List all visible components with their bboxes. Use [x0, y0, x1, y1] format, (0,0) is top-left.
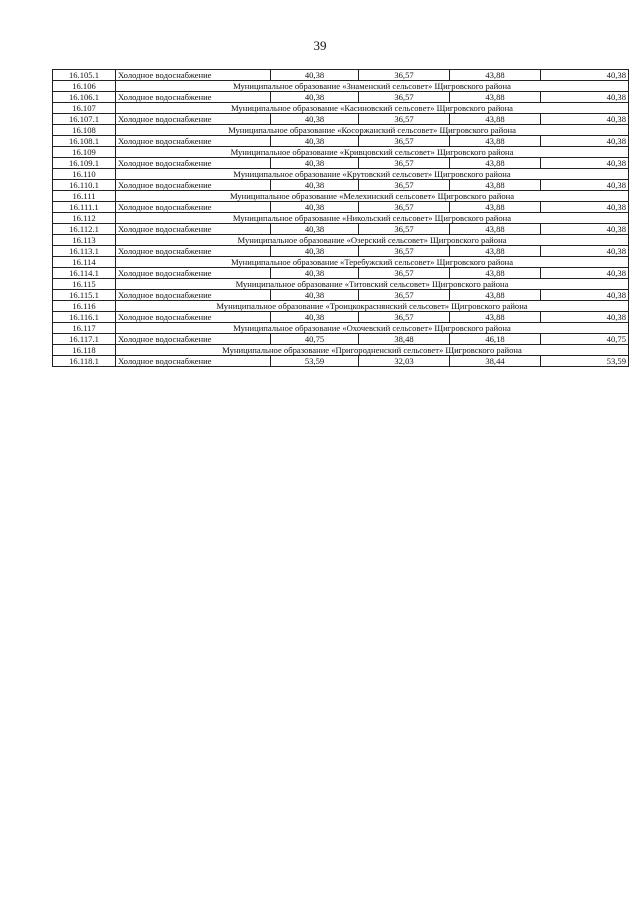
tariff-value-2: 36,57 [359, 246, 450, 257]
municipality-title: Муниципальное образование «Охочевский сельсовет» Щигровского района [116, 323, 629, 334]
service-name: Холодное водоснабжение [116, 92, 271, 103]
tariff-value-2: 36,57 [359, 136, 450, 147]
row-code: 16.117 [53, 323, 116, 334]
row-code: 16.113 [53, 235, 116, 246]
tariff-row [53, 92, 629, 103]
row-code: 16.111 [53, 191, 116, 202]
municipality-row [53, 103, 629, 114]
row-code: 16.108.1 [53, 136, 116, 147]
tariff-value-2: 36,57 [359, 158, 450, 169]
service-name: Холодное водоснабжение [116, 312, 271, 323]
service-name: Холодное водоснабжение [116, 202, 271, 213]
row-code: 16.107.1 [53, 114, 116, 125]
tariff-value-2: 36,57 [359, 312, 450, 323]
service-name: Холодное водоснабжение [116, 180, 271, 191]
tariff-value-2: 36,57 [359, 92, 450, 103]
service-name: Холодное водоснабжение [116, 268, 271, 279]
municipality-row [53, 279, 629, 290]
tariff-value-1: 40,38 [271, 114, 359, 125]
tariff-value-3: 43,88 [450, 136, 541, 147]
tariff-value-4: 40,38 [541, 180, 629, 191]
municipality-title: Муниципальное образование «Знаменский сельсовет» Щигровского района [116, 81, 629, 92]
row-code: 16.112 [53, 213, 116, 224]
tariff-row [53, 312, 629, 323]
tariff-value-4: 53,59 [541, 356, 629, 367]
municipality-title: Муниципальное образование «Кривцовский сельсовет» Щигровского района [116, 147, 629, 158]
tariff-value-4: 40,38 [541, 202, 629, 213]
service-name: Холодное водоснабжение [116, 136, 271, 147]
municipality-title: Муниципальное образование «Мелехинский сельсовет» Щигровского района [116, 191, 629, 202]
tariff-value-2: 36,57 [359, 70, 450, 81]
row-code: 16.115.1 [53, 290, 116, 301]
row-code: 16.105.1 [53, 70, 116, 81]
municipality-row [53, 257, 629, 268]
municipality-row [53, 235, 629, 246]
tariff-value-4: 40,38 [541, 92, 629, 103]
service-name: Холодное водоснабжение [116, 246, 271, 257]
service-name: Холодное водоснабжение [116, 290, 271, 301]
municipality-title: Муниципальное образование «Косоржанский сельсовет» Щигровского района [116, 125, 629, 136]
tariff-value-4: 40,38 [541, 246, 629, 257]
row-code: 16.107 [53, 103, 116, 114]
municipality-title: Муниципальное образование «Озерский сельсовет» Щигровского района [116, 235, 629, 246]
tariff-row [53, 290, 629, 301]
tariff-value-2: 36,57 [359, 114, 450, 125]
tariff-row [53, 114, 629, 125]
page-number: 39 [313, 38, 327, 53]
municipality-title: Муниципальное образование «Пригородненский сельсовет» Щигровского района [116, 345, 629, 356]
tariff-value-2: 36,57 [359, 268, 450, 279]
municipality-title: Муниципальное образование «Теребужский сельсовет» Щигровского района [116, 257, 629, 268]
tariff-value-1: 40,75 [271, 334, 359, 345]
municipality-row [53, 323, 629, 334]
tariff-value-1: 40,38 [271, 268, 359, 279]
municipality-title: Муниципальное образование «Титовский сельсовет» Щигровского района [116, 279, 629, 290]
row-code: 16.118.1 [53, 356, 116, 367]
tariff-value-1: 40,38 [271, 70, 359, 81]
tariff-value-2: 36,57 [359, 290, 450, 301]
row-code: 16.113.1 [53, 246, 116, 257]
row-code: 16.110.1 [53, 180, 116, 191]
municipality-row [53, 147, 629, 158]
tariff-row [53, 136, 629, 147]
municipality-title: Муниципальное образование «Касиновский сельсовет» Щигровского района [116, 103, 629, 114]
row-code: 16.106.1 [53, 92, 116, 103]
tariff-value-3: 46,18 [450, 334, 541, 345]
tariff-value-1: 40,38 [271, 290, 359, 301]
row-code: 16.116.1 [53, 312, 116, 323]
row-code: 16.115 [53, 279, 116, 290]
tariff-value-1: 40,38 [271, 92, 359, 103]
tariff-value-3: 43,88 [450, 70, 541, 81]
service-name: Холодное водоснабжение [116, 158, 271, 169]
tariff-value-4: 40,38 [541, 70, 629, 81]
municipality-row [53, 191, 629, 202]
municipality-title: Муниципальное образование «Никольский сельсовет» Щигровского района [116, 213, 629, 224]
row-code: 16.118 [53, 345, 116, 356]
tariff-value-1: 40,38 [271, 224, 359, 235]
tariff-value-1: 40,38 [271, 246, 359, 257]
municipality-title: Муниципальное образование «Крутовский сельсовет» Щигровского района [116, 169, 629, 180]
tariff-value-4: 40,38 [541, 290, 629, 301]
service-name: Холодное водоснабжение [116, 356, 271, 367]
tariff-row [53, 246, 629, 257]
service-name: Холодное водоснабжение [116, 334, 271, 345]
tariff-row [53, 356, 629, 367]
tariff-value-3: 43,88 [450, 312, 541, 323]
tariff-value-3: 43,88 [450, 92, 541, 103]
tariff-value-3: 43,88 [450, 268, 541, 279]
service-name: Холодное водоснабжение [116, 70, 271, 81]
tariff-value-3: 43,88 [450, 290, 541, 301]
tariff-value-3: 43,88 [450, 246, 541, 257]
tariff-row [53, 334, 629, 345]
tariff-value-3: 43,88 [450, 224, 541, 235]
municipality-title: Муниципальное образование «Троицкокраснянский сельсовет» Щигровского района [116, 301, 629, 312]
tariff-value-2: 38,48 [359, 334, 450, 345]
tariff-row [53, 180, 629, 191]
tariff-value-1: 40,38 [271, 180, 359, 191]
tariff-value-1: 40,38 [271, 202, 359, 213]
row-code: 16.109 [53, 147, 116, 158]
row-code: 16.116 [53, 301, 116, 312]
tariff-value-3: 43,88 [450, 158, 541, 169]
row-code: 16.114.1 [53, 268, 116, 279]
tariff-value-4: 40,38 [541, 224, 629, 235]
tariff-value-1: 40,38 [271, 158, 359, 169]
tariff-table [52, 69, 629, 367]
tariff-value-3: 43,88 [450, 202, 541, 213]
tariff-value-4: 40,38 [541, 136, 629, 147]
municipality-row [53, 125, 629, 136]
tariff-value-4: 40,38 [541, 312, 629, 323]
tariff-value-3: 43,88 [450, 180, 541, 191]
row-code: 16.106 [53, 81, 116, 92]
tariff-value-4: 40,38 [541, 114, 629, 125]
tariff-value-4: 40,38 [541, 268, 629, 279]
tariff-value-1: 53,59 [271, 356, 359, 367]
tariff-value-4: 40,75 [541, 334, 629, 345]
row-code: 16.111.1 [53, 202, 116, 213]
tariff-value-2: 36,57 [359, 224, 450, 235]
tariff-value-2: 36,57 [359, 180, 450, 191]
tariff-value-4: 40,38 [541, 158, 629, 169]
tariff-value-3: 43,88 [450, 114, 541, 125]
tariff-value-2: 36,57 [359, 202, 450, 213]
municipality-row [53, 301, 629, 312]
municipality-row [53, 169, 629, 180]
tariff-row [53, 224, 629, 235]
service-name: Холодное водоснабжение [116, 224, 271, 235]
tariff-value-3: 38,44 [450, 356, 541, 367]
municipality-row [53, 213, 629, 224]
tariff-row [53, 70, 629, 81]
tariff-value-1: 40,38 [271, 136, 359, 147]
tariff-row [53, 268, 629, 279]
municipality-row [53, 81, 629, 92]
row-code: 16.112.1 [53, 224, 116, 235]
row-code: 16.114 [53, 257, 116, 268]
tariff-value-2: 32,03 [359, 356, 450, 367]
tariff-value-1: 40,38 [271, 312, 359, 323]
row-code: 16.108 [53, 125, 116, 136]
municipality-row [53, 345, 629, 356]
row-code: 16.110 [53, 169, 116, 180]
tariff-row [53, 158, 629, 169]
row-code: 16.109.1 [53, 158, 116, 169]
tariff-table-body [53, 70, 629, 367]
tariff-row [53, 202, 629, 213]
service-name: Холодное водоснабжение [116, 114, 271, 125]
row-code: 16.117.1 [53, 334, 116, 345]
